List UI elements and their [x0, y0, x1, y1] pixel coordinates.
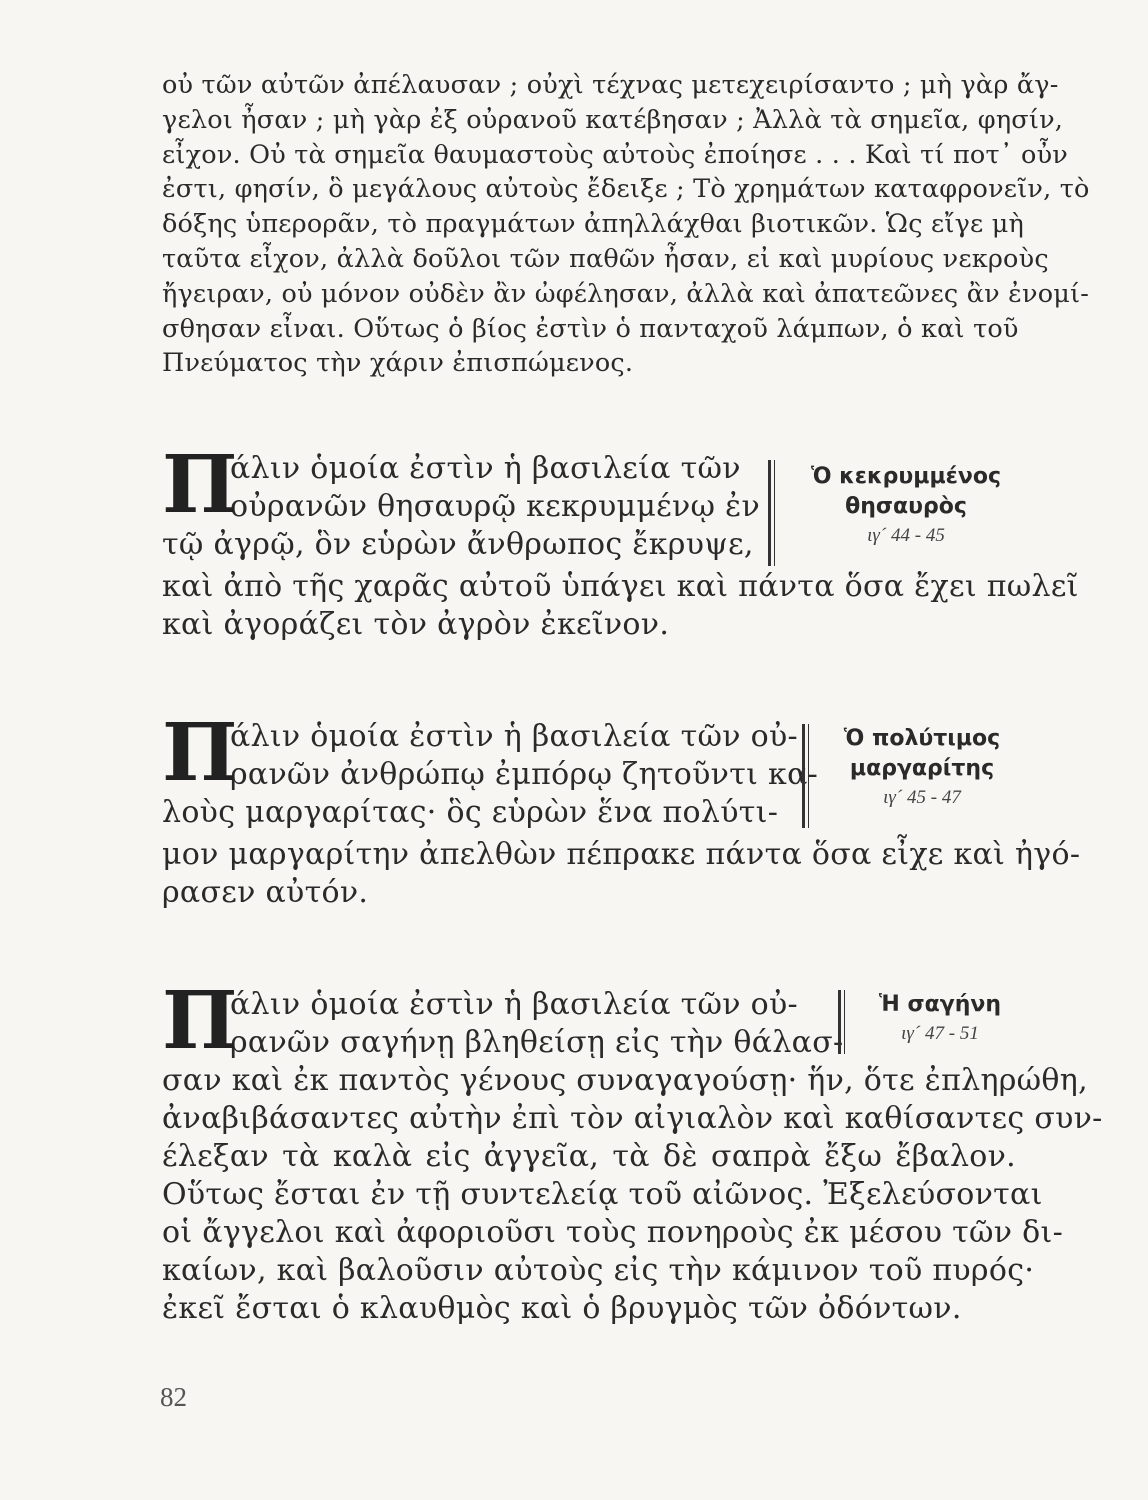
commentary-line: Πνεύματος τὴν χάριν ἐπισπώμενος.: [162, 348, 634, 379]
sidenote-dragnet: [858, 990, 1022, 1048]
sidenote-title: θησαυρὸς: [845, 494, 967, 519]
drop-cap: Π: [162, 973, 238, 1067]
sidenote-rule: [802, 724, 809, 828]
commentary-line: σθησαν εἶναι. Οὕτως ὁ βίος ἐστὶν ὁ πανταχοῦ λάμπων, ὁ καὶ τοῦ: [162, 313, 1019, 344]
verse-line: ρασεν αὐτόν.: [162, 875, 369, 910]
commentary-line: ταῦτα εἶχον, ἀλλὰ δοῦλοι τῶν παθῶν ἦσαν, εἰ καὶ μυρίους νεκροὺς: [162, 243, 1049, 274]
sidenote-title: Ἡ σαγήνη: [878, 992, 1002, 1017]
sidenote-rule: [838, 990, 845, 1054]
verse-line: λοὺς μαργαρίτας· ὃς εὑρὼν ἕνα πολύτι-: [162, 795, 779, 830]
drop-cap: Π: [162, 437, 238, 531]
verse-line: Οὕτως ἔσται ἐν τῇ συντελείᾳ τοῦ αἰῶνος. Ἐξελεύσονται: [162, 1177, 1043, 1212]
verse-line: ἀναβιβάσαντες αὐτὴν ἐπὶ τὸν αἰγιαλὸν καὶ καθίσαντες συν-: [162, 1101, 1103, 1136]
scripture-reference: ιγ´ 44 - 45: [867, 525, 945, 546]
verse-line: καὶ ἀπὸ τῆς χαρᾶς αὐτοῦ ὑπάγει καὶ πάντα ὅσα ἔχει πωλεῖ: [162, 569, 1079, 604]
verse-line: μον μαργαρίτην ἀπελθὼν πέπρακε πάντα ὅσα εἶχε καὶ ἠγό-: [162, 837, 1081, 872]
sidenote-hidden-treasure: [788, 462, 1024, 550]
page-number: 82: [160, 1382, 187, 1412]
commentary-line: ἐστι, φησίν, ὃ μεγάλους αὐτοὺς ἔδειξε ; Τὸ χρημάτων καταφρονεῖν, τὸ: [162, 174, 1090, 205]
verse-line: οἱ ἄγγελοι καὶ ἀφοριοῦσι τοὺς πονηροὺς ἐκ μέσου τῶν δι-: [162, 1215, 1064, 1250]
verse-line: τῷ ἀγρῷ, ὃν εὑρὼν ἄνθρωπος ἔκρυψε,: [162, 527, 754, 562]
verse-line: έλεξαν τὰ καλὰ εἰς ἀγγεῖα, τὰ δὲ σαπρὰ ἔξω ἔβαλον.: [162, 1139, 1016, 1174]
commentary-line: ἤγειραν, οὐ μόνον οὐδὲν ἂν ὠφέλησαν, ἀλλὰ καὶ ἀπατεῶνες ἂν ἐνομί-: [162, 278, 1090, 309]
commentary-line: γελοι ἦσαν ; μὴ γὰρ ἐξ οὐρανοῦ κατέβησαν ; Ἀλλὰ τὰ σημεῖα, φησίν,: [162, 104, 1064, 135]
sidenote-title: μαργαρίτης: [849, 756, 995, 781]
drop-cap: Π: [162, 705, 238, 799]
commentary-paragraph: [162, 68, 1090, 381]
scripture-reference: ιγ´ 45 - 47: [883, 787, 961, 808]
commentary-line: δόξης ὑπερορᾶν, τὸ πραγμάτων ἀπηλλάχθαι βιοτικῶν. Ὡς εἴγε μὴ: [162, 209, 1024, 240]
verse-line: άλιν ὁμοία ἐστὶν ἡ βασιλεία τῶν οὐ-: [230, 987, 798, 1022]
verse-line: σαν καὶ ἐκ παντὸς γένους συναγαγούσῃ· ἥν, ὅτε ἐπληρώθη,: [162, 1063, 1088, 1098]
scripture-reference: ιγ´ 47 - 51: [901, 1023, 979, 1044]
verse-line: καίων, καὶ βαλοῦσιν αὐτοὺς εἰς τὴν κάμινον τοῦ πυρός·: [162, 1253, 1035, 1288]
verse-line: καὶ ἀγοράζει τὸν ἀγρὸν ἐκεῖνον.: [162, 607, 670, 642]
verse-line: ρανῶν ἀνθρώπῳ ἐμπόρῳ ζητοῦντι κα-: [230, 757, 819, 792]
verse-line: ρανῶν σαγήνῃ βληθείσῃ εἰς τὴν θάλασ-: [230, 1025, 844, 1060]
sidenote-precious-pearl: [822, 724, 1022, 812]
commentary-line: οὐ τῶν αὐτῶν ἀπέλαυσαν ; οὐχὶ τέχνας μετεχειρίσαντο ; μὴ γὰρ ἄγ-: [162, 70, 1059, 100]
verse-line: άλιν ὁμοία ἐστὶν ἡ βασιλεία τῶν οὐ-: [230, 719, 798, 754]
sidenote-title: Ὁ κεκρυμμένος: [810, 464, 1002, 489]
verse-line: ἐκεῖ ἔσται ὁ κλαυθμὸς καὶ ὁ βρυγμὸς τῶν ὀδόντων.: [162, 1291, 962, 1326]
verse-line: οὐρανῶν θησαυρῷ κεκρυμμένῳ ἐν: [230, 489, 761, 524]
sidenote-title: Ὁ πολύτιμος: [843, 726, 1001, 751]
verse-line: άλιν ὁμοία ἐστὶν ἡ βασιλεία τῶν: [230, 451, 741, 486]
sidenote-rule: [768, 460, 775, 566]
commentary-line: εἶχον. Οὐ τὰ σημεῖα θαυμαστοὺς αὐτοὺς ἐποίησε . . . Καὶ τί ποτ᾽ οὖν: [162, 139, 1068, 170]
